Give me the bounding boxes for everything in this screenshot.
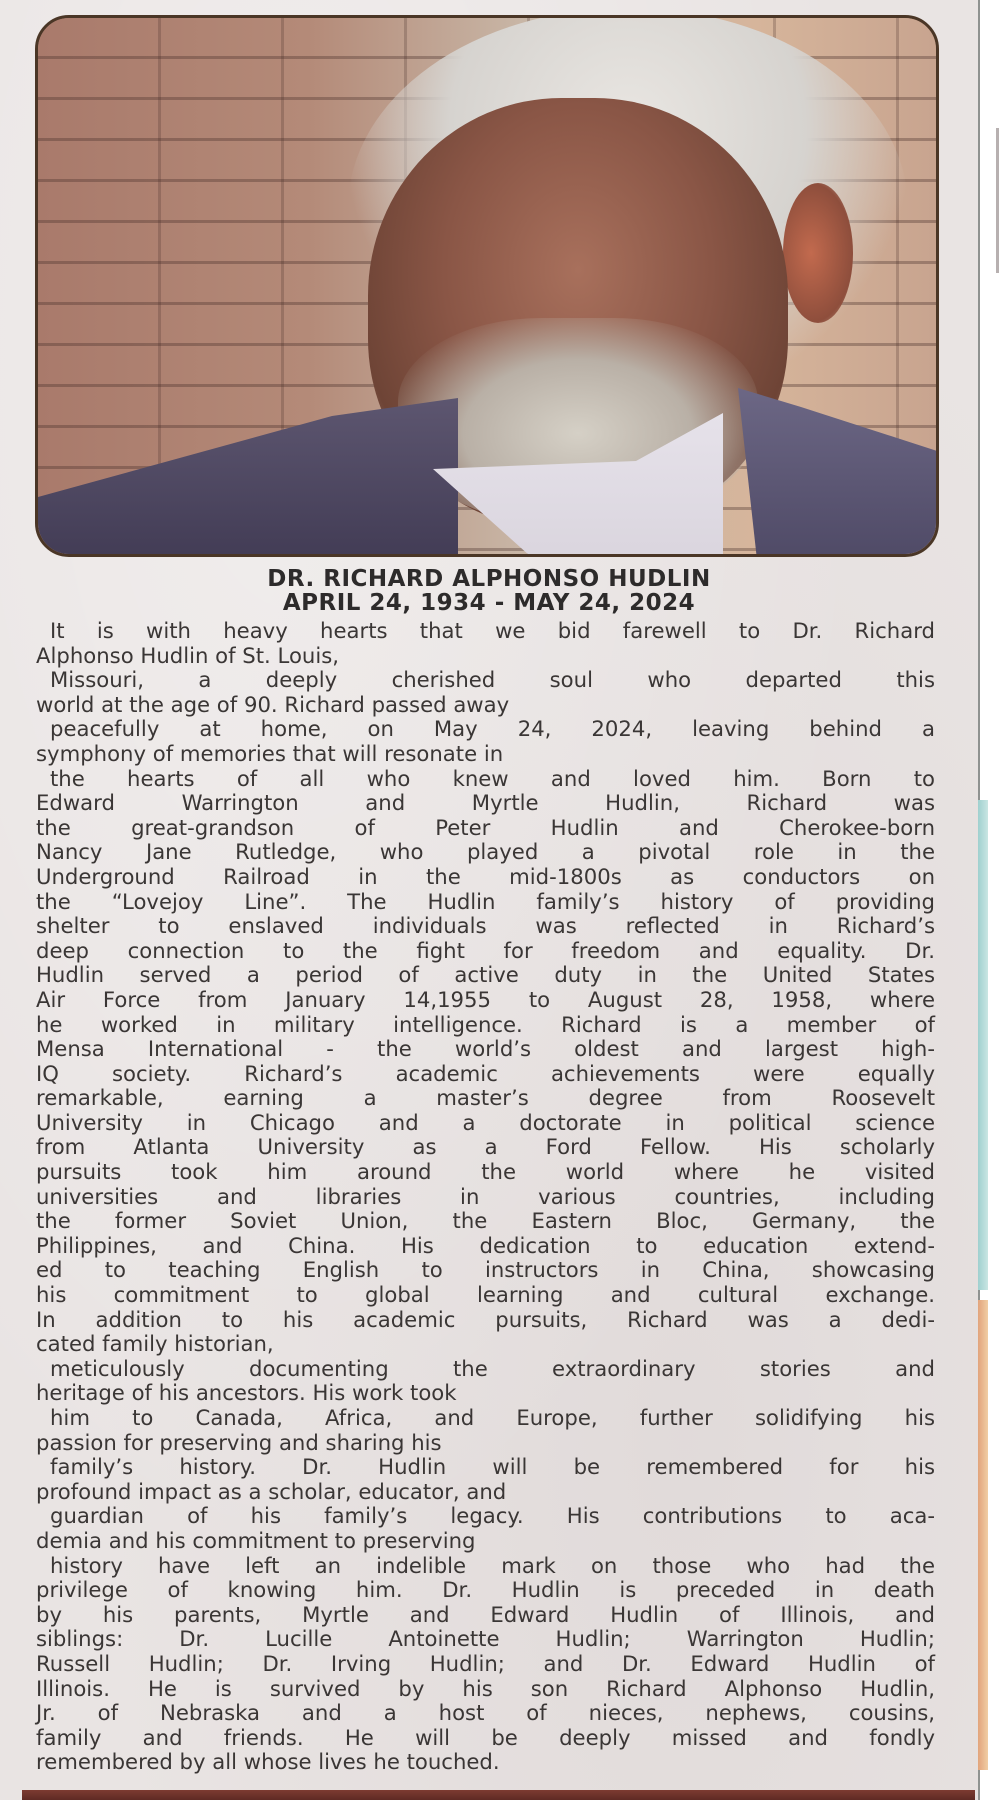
body-line: privilege of knowing him. Dr. Hudlin is preceded in death [36,1577,935,1603]
obituary-name: DR. RICHARD ALPHONSO HUDLIN [267,566,711,592]
body-line: In addition to his academic pursuits, Richard was a dedi- [36,1306,935,1332]
obituary-body [36,619,935,1775]
body-line: Nancy Jane Rutledge, who played a pivotal role in the [36,839,935,865]
body-line: ed to teaching English to instructors in China, showcasing [36,1257,935,1283]
body-line: Alphonso Hudlin of St. Louis, [36,642,339,668]
body-line: symphony of memories that will resonate in [36,740,504,766]
body-line: Mensa International - the world’s oldest and largest high- [36,1036,935,1062]
body-line: family and friends. He will be deeply missed and fondly [36,1724,935,1750]
body-line: the hearts of all who knew and loved him. Born to [50,765,935,791]
body-line: from Atlanta University as a Ford Fellow. His scholarly [36,1134,935,1160]
body-line: Missouri, a deeply cherished soul who departed this [50,667,935,693]
body-line: peacefully at home, on May 24, 2024, leaving behind a [50,716,935,742]
body-line: the great-grandson of Peter Hudlin and Cherokee-born [36,814,935,840]
body-line: universities and libraries in various countries, including [36,1183,935,1209]
body-line: heritage of his ancestors. His work took [36,1380,457,1406]
body-line: IQ society. Richard’s academic achievements were equally [36,1060,935,1086]
body-line: the former Soviet Union, the Eastern Bloc, Germany, the [36,1208,935,1234]
portrait-ear [783,183,853,323]
body-line: Edward Warrington and Myrtle Hudlin, Richard was [36,790,935,816]
obituary-dates: APRIL 24, 1934 - MAY 24, 2024 [282,590,696,616]
body-line: the “Lovejoy Line”. The Hudlin family’s history of providing [36,888,935,914]
body-line: shelter to enslaved individuals was reflected in Richard’s [36,913,935,939]
body-line: Air Force from January 14,1955 to August 28, 1958, where [36,986,935,1012]
body-line: Illinois. He is survived by his son Richard Alphonso Hudlin, [36,1675,935,1701]
body-line: cated family historian, [36,1331,274,1357]
body-line: remembered by all whose lives he touched. [36,1749,500,1775]
body-line: he worked in military intelligence. Richard is a member of [36,1011,935,1037]
body-line: Russell Hudlin; Dr. Irving Hudlin; and Dr. Edward Hudlin of [36,1650,935,1676]
portrait-photo [35,15,939,557]
bottom-rule [22,1790,975,1800]
body-line: Philippines, and China. His dedication to education extend- [36,1232,935,1258]
body-line: Hudlin served a period of active duty in the United States [36,962,935,988]
body-line: deep connection to the fight for freedom and equality. Dr. [36,937,935,963]
body-line: passion for preserving and sharing his [36,1429,442,1455]
body-line: University in Chicago and a doctorate in political science [36,1109,935,1135]
body-line: meticulously documenting the extraordinary stories and [50,1355,935,1381]
body-line: siblings: Dr. Lucille Antoinette Hudlin; Warrington Hudlin; [36,1626,935,1652]
body-line: It is with heavy hearts that we bid farewell to Dr. Richard [50,618,935,643]
body-line: family’s history. Dr. Hudlin will be remembered for his [50,1454,935,1480]
body-line: guardian of his family’s legacy. His contributions to aca- [50,1503,935,1529]
body-line: profound impact as a scholar, educator, and [36,1478,507,1504]
body-line: remarkable, earning a master’s degree from Roosevelt [36,1085,935,1111]
body-line: him to Canada, Africa, and Europe, further solidifying his [50,1405,935,1430]
adjacent-page-edge-mark [996,128,999,273]
adjacent-page-edge-teal [978,800,988,1290]
body-line: by his parents, Myrtle and Edward Hudlin of Illinois, and [36,1601,935,1627]
body-line: history have left an indelible mark on those who had the [50,1552,935,1578]
body-line: demia and his commitment to preserving [36,1527,476,1553]
body-line: pursuits took him around the world where he visited [36,1159,935,1185]
body-line: Underground Railroad in the mid-1800s as conductors on [36,863,935,889]
body-line: world at the age of 90. Richard passed away [36,691,510,717]
body-line: Jr. of Nebraska and a host of nieces, nephews, cousins, [36,1700,935,1726]
body-line: his commitment to global learning and cultural exchange. [36,1282,935,1308]
adjacent-page-edge-peach [978,1300,988,1770]
